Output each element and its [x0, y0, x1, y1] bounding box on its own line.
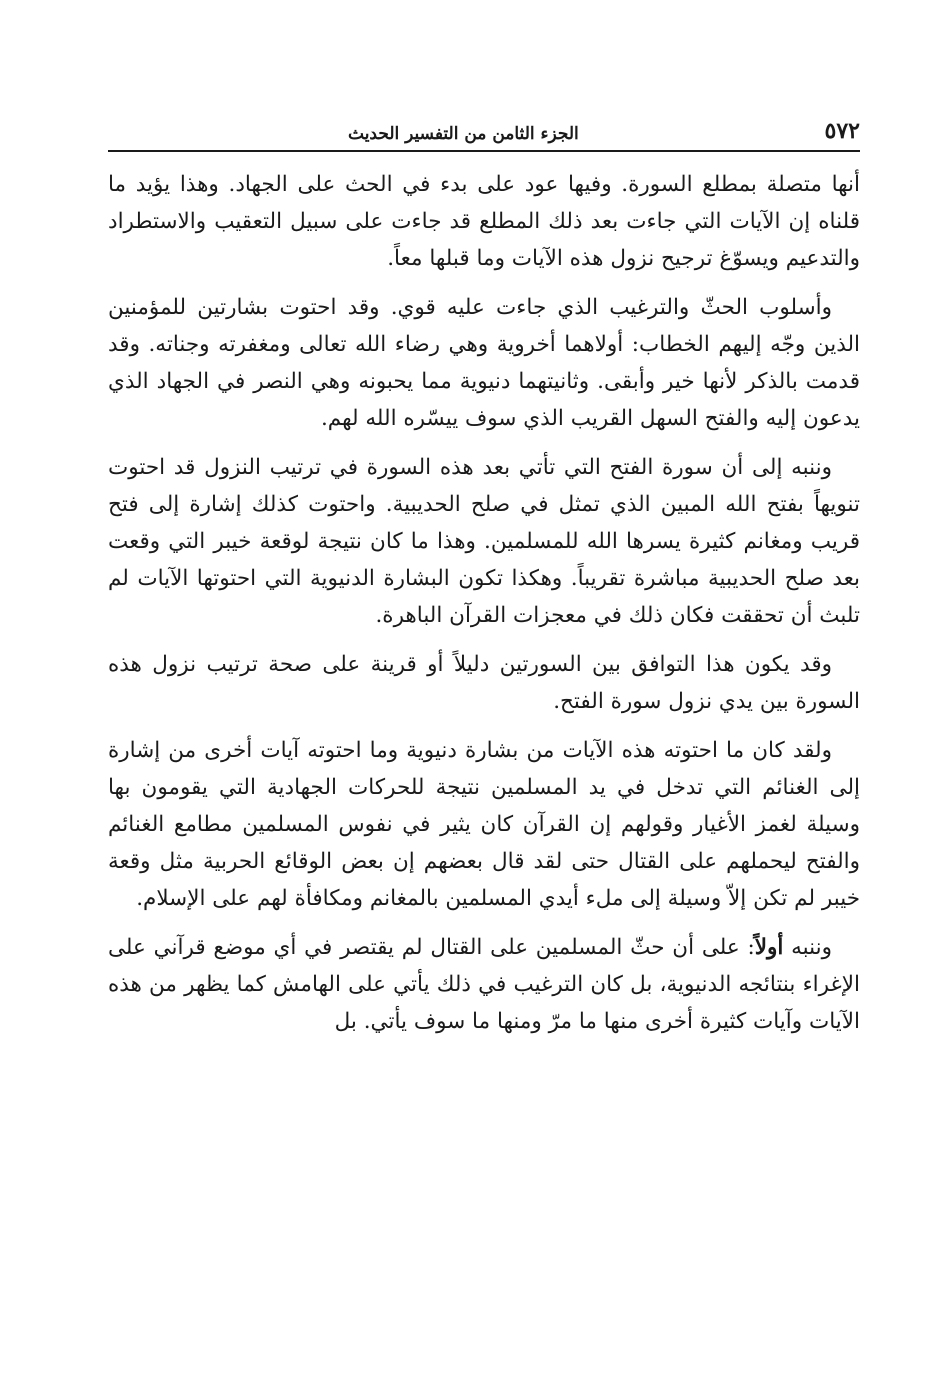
paragraph-3: وننبه إلى أن سورة الفتح التي تأتي بعد هذه السورة في ترتيب النزول قد احتوت تنويهاً بفتح الله المبين الذي تمثل في صلح الحديبية. واحتوت كذلك إشارة إلى فتح قريب ومغانم كثيرة يسرها الله للمسلمين. وهذا ما كان نتيجة لوقعة خيبر التي وقعت بعد صلح الحديبية مباشرة تقريباً. وهكذا تكون البشارة الدنيوية التي احتوتها الآيات لم تلبث أن تحققت فكان ذلك في معجزات القرآن الباهرة. — [108, 455, 860, 628]
paragraph-2: وأسلوب الحثّ والترغيب الذي جاءت عليه قوي. وقد احتوت بشارتين للمؤمنين الذين وجّه إليهم الخطاب: أولاهما أخروية وهي رضاء الله تعالى ومغفرته وجناته. وقد قدمت بالذكر لأنها خير وأبقى. وثانيتهما دنيوية مما يحبونه وهي النصر في الجهاد الذي يدعون إليه والفتح السهل القريب الذي سوف ييسّره الله لهم. — [108, 295, 860, 431]
header-title: الجزء الثامن من التفسير الحديث — [348, 124, 579, 144]
paragraph-1: أنها متصلة بمطلع السورة. وفيها عود على بدء في الحث على الجهاد. وهذا يؤيد ما قلناه إن الآيات التي جاءت بعد ذلك المطلع قد جاءت على سبيل التعقيب والاستطراد والتدعيم ويسوّغ ترجيح نزول هذه الآيات وما قبلها معاً. — [108, 172, 860, 271]
page-body — [108, 166, 860, 1040]
paragraph-6-rest: : على أن حثّ المسلمين على القتال لم يقتصر في أي موضع قرآني على الإغراء بنتائجه الدنيوية، بل كان الترغيب في ذلك يأتي على الهامش كما يظهر من هذه الآيات وآيات كثيرة أخرى منها ما مرّ ومنها ما سوف يأتي. بل — [108, 935, 860, 1034]
paragraph-6-bold: أولاً — [754, 935, 784, 960]
page-number: ٥٧٢ — [824, 118, 860, 144]
paragraph-6 — [108, 929, 860, 1040]
book-page — [108, 112, 860, 1292]
paragraph-6-lead: وننبه — [791, 935, 832, 960]
running-header — [108, 112, 860, 152]
paragraph-4: وقد يكون هذا التوافق بين السورتين دليلاً أو قرينة على صحة ترتيب نزول هذه السورة بين يدي نزول سورة الفتح. — [108, 652, 860, 714]
paragraph-5: ولقد كان ما احتوته هذه الآيات من بشارة دنيوية وما احتوته آيات أخرى من إشارة إلى الغنائم التي تدخل في يد المسلمين نتيجة للحركات الجهادية التي يقومون بها وسيلة لغمز الأغيار وقولهم إن القرآن كان يثير في نفوس المسلمين مطامع الغنائم والفتح ليحملهم على القتال حتى لقد قال بعضهم إن بعض الوقائع الحربية مثل وقعة خيبر لم تكن إلاّ وسيلة إلى ملء أيدي المسلمين بالمغانم ومكافأة لهم على الإسلام. — [108, 738, 860, 911]
